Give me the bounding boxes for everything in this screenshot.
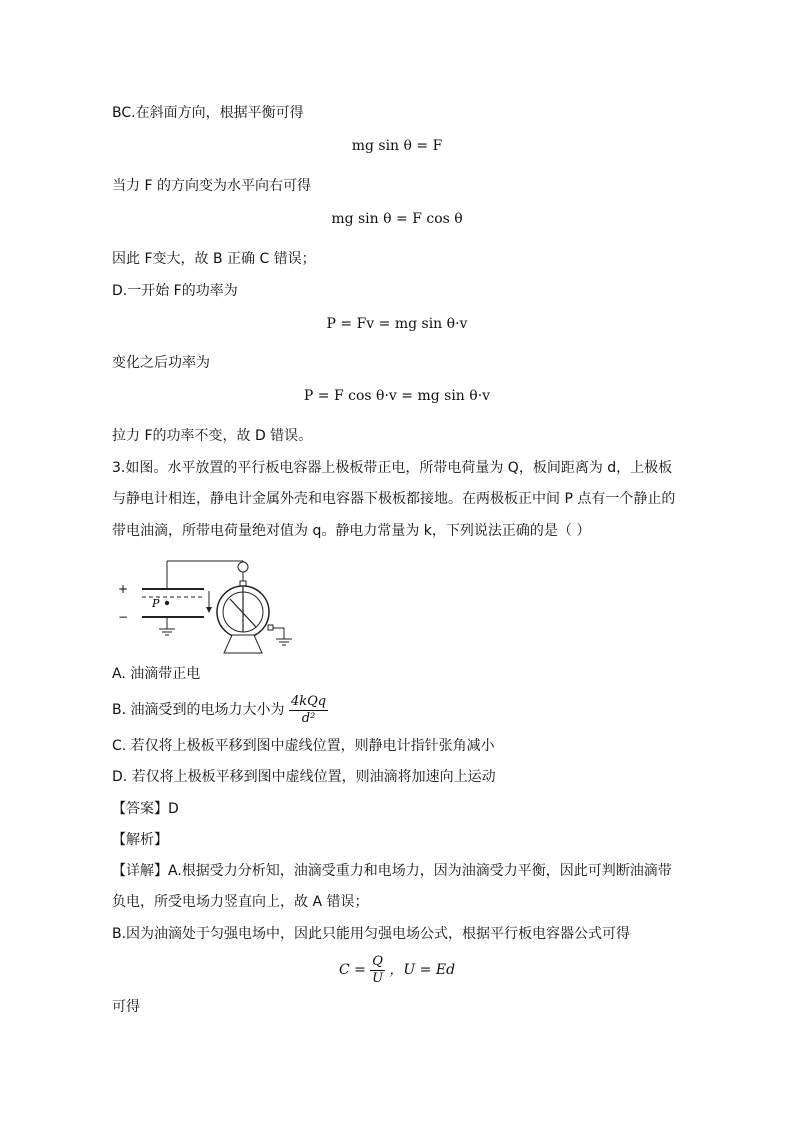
d-heading: D.一开始 F的功率为 bbox=[112, 283, 238, 299]
final-line: 可得 bbox=[112, 999, 140, 1015]
point-p-label: P bbox=[152, 597, 160, 610]
plus-label: + bbox=[118, 582, 129, 596]
option-c: C. 若仅将上极板平移到图中虚线位置，则静电计指针张角减小 bbox=[112, 738, 495, 754]
conclusion-b-line: 因此 F变大，故 B 正确 C 错误； bbox=[112, 251, 316, 267]
option-b-numerator: 4kQq bbox=[290, 693, 327, 709]
detail-line-2: 负电，所受电场力竖直向上，故 A 错误； bbox=[112, 894, 369, 910]
option-a: A. 油滴带正电 bbox=[112, 666, 201, 682]
option-b bbox=[112, 692, 328, 728]
equation-5-rhs: ，U = Ed bbox=[389, 962, 456, 978]
force-direction-line: 当力 F 的方向变为水平向右可得 bbox=[112, 178, 311, 194]
question-3-line-3: 带电油滴，所带电荷量绝对值为 q。静电力常量为 k，下列说法正确的是（ ） bbox=[112, 523, 591, 539]
question-3-line-2: 与静电计相连，静电计金属外壳和电容器下极板都接地。在两极板正中间 P 点有一个静止的 bbox=[112, 491, 676, 507]
capacitor-electrometer-diagram bbox=[112, 555, 302, 657]
equation-5-lhs: C = bbox=[338, 962, 366, 978]
analysis-title: 【解析】 bbox=[112, 832, 168, 848]
answer-line: 【答案】D bbox=[112, 801, 179, 817]
equation-1: mg sin θ = F bbox=[351, 138, 443, 154]
detail-line-1: 【详解】A.根据受力分析知，油滴受重力和电场力，因为油滴受力平衡，因此可判断油滴带 bbox=[112, 863, 672, 879]
option-b-fraction bbox=[289, 694, 328, 727]
equation-5-denominator: U bbox=[372, 970, 384, 986]
option-b-denominator: d² bbox=[301, 710, 316, 726]
equation-2: mg sin θ = F cos θ bbox=[331, 211, 463, 227]
option-b-text: B. 油滴受到的电场力大小为 bbox=[112, 702, 285, 718]
equation-5-fraction bbox=[370, 954, 385, 987]
question-3-line-1: 3.如图。水平放置的平行板电容器上极板带正电，所带电荷量为 Q，板间距离为 d，上极板 bbox=[112, 460, 673, 476]
after-change-line: 变化之后功率为 bbox=[112, 355, 210, 371]
equation-3: P = Fv = mg sin θ·v bbox=[326, 316, 468, 332]
equation-5 bbox=[0, 950, 794, 990]
equation-5-numerator: Q bbox=[372, 953, 383, 969]
b-explain-line: B.因为油滴处于匀强电场中，因此只能用匀强电场公式，根据平行板电容器公式可得 bbox=[112, 926, 631, 942]
bc-heading: BC.在斜面方向，根据平衡可得 bbox=[112, 105, 304, 121]
equation-4: P = F cos θ·v = mg sin θ·v bbox=[303, 388, 491, 404]
option-d: D. 若仅将上极板平移到图中虚线位置，则油滴将加速向上运动 bbox=[112, 769, 496, 785]
minus-label: − bbox=[118, 610, 129, 624]
conclusion-d-line: 拉力 F的功率不变，故 D 错误。 bbox=[112, 428, 313, 444]
